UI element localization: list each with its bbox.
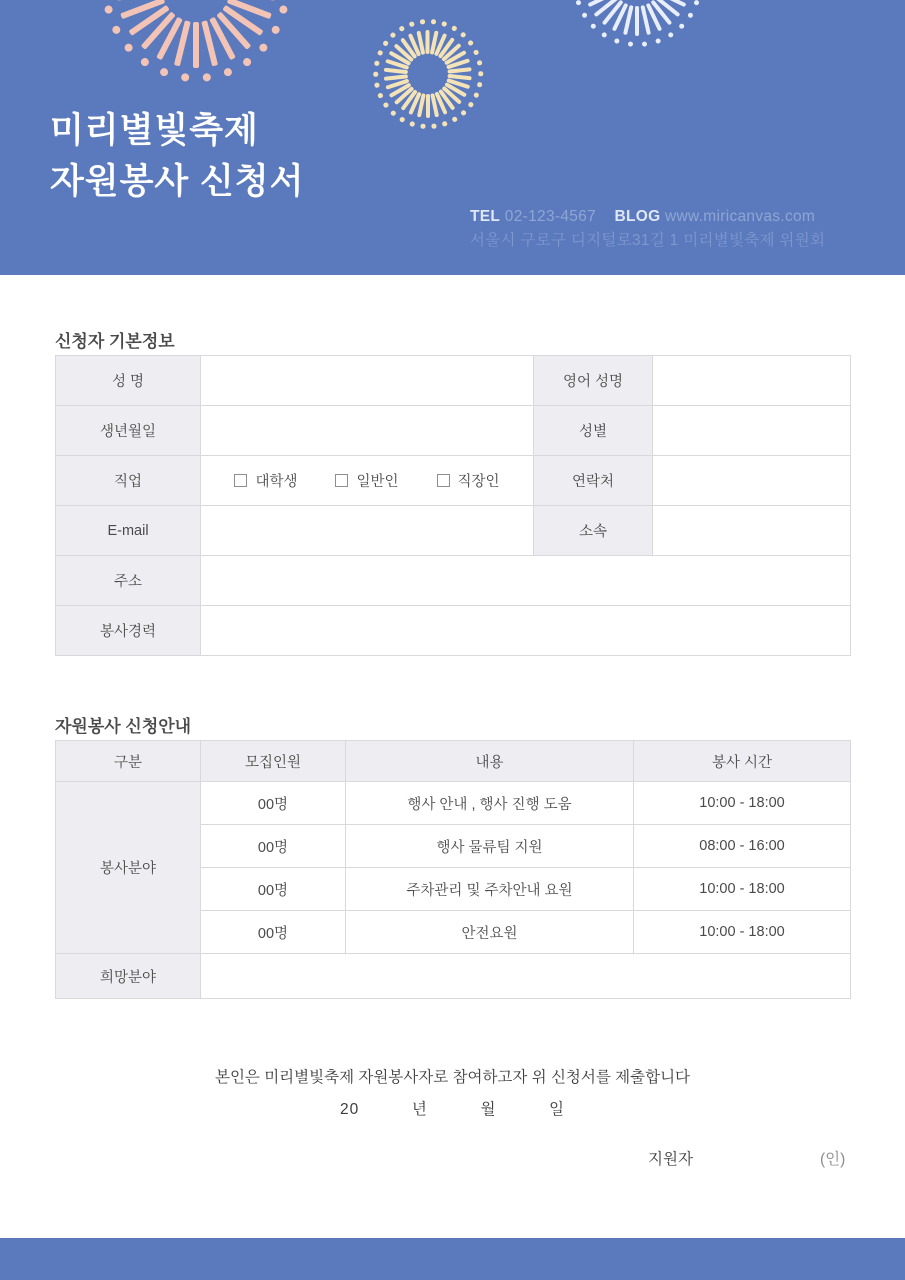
date-day-label: 일 bbox=[549, 1101, 566, 1118]
checkbox-label: 대학생 bbox=[255, 474, 298, 490]
field-input-phone[interactable] bbox=[653, 456, 851, 506]
cell-recruit-count: 00명 bbox=[201, 911, 346, 954]
field-input-name[interactable] bbox=[201, 356, 534, 406]
volunteer-guide-table bbox=[55, 740, 851, 999]
field-label-job: 직업 bbox=[56, 456, 201, 506]
field-label-address: 주소 bbox=[56, 556, 201, 606]
table-row bbox=[56, 556, 851, 606]
field-label-birthdate: 생년월일 bbox=[56, 406, 201, 456]
form-body bbox=[0, 275, 905, 1215]
contact-line bbox=[470, 205, 890, 228]
table-header-row bbox=[56, 741, 851, 782]
field-label-affiliation: 소속 bbox=[534, 506, 653, 556]
field-label-name: 성 명 bbox=[56, 356, 201, 406]
table-row bbox=[56, 782, 851, 825]
applicant-label: 지원자 bbox=[648, 1151, 693, 1168]
date-year-prefix: 20 bbox=[339, 1101, 360, 1118]
title-line-2: 자원봉사 신청서 bbox=[50, 162, 305, 202]
field-input-volunteer-experience[interactable] bbox=[201, 606, 851, 656]
job-checkbox-group bbox=[201, 470, 533, 491]
field-label-email: E-mail bbox=[56, 506, 201, 556]
section-title-basic-info: 신청자 기본정보 bbox=[55, 332, 175, 351]
field-label-preferred-field: 희망분야 bbox=[56, 954, 201, 999]
cell-content: 안전요원 bbox=[346, 911, 634, 954]
field-label-gender: 성별 bbox=[534, 406, 653, 456]
checkbox-label: 일반인 bbox=[356, 474, 399, 490]
checkbox-option-worker[interactable] bbox=[437, 470, 500, 491]
cell-service-time: 10:00 - 18:00 bbox=[634, 782, 851, 825]
cell-service-time: 10:00 - 18:00 bbox=[634, 868, 851, 911]
field-label-english-name: 영어 성명 bbox=[534, 356, 653, 406]
field-input-job[interactable] bbox=[201, 456, 534, 506]
page-title bbox=[50, 105, 304, 207]
field-input-affiliation[interactable] bbox=[653, 506, 851, 556]
field-input-address[interactable] bbox=[201, 556, 851, 606]
cell-recruit-count: 00명 bbox=[201, 782, 346, 825]
field-input-gender[interactable] bbox=[653, 406, 851, 456]
field-input-email[interactable] bbox=[201, 506, 534, 556]
table-row bbox=[56, 954, 851, 999]
field-label-volunteer-experience: 봉사경력 bbox=[56, 606, 201, 656]
checkbox-option-general[interactable] bbox=[335, 470, 398, 491]
field-input-birthdate[interactable] bbox=[201, 406, 534, 456]
cell-content: 행사 안내 , 행사 진행 도움 bbox=[346, 782, 634, 825]
table-row bbox=[56, 406, 851, 456]
column-header-recruit-count: 모집인원 bbox=[201, 741, 346, 782]
basic-info-table bbox=[55, 355, 851, 656]
field-label-phone: 연락처 bbox=[534, 456, 653, 506]
seal-label: (인) bbox=[820, 1151, 846, 1168]
table-row bbox=[56, 606, 851, 656]
checkbox-icon[interactable] bbox=[437, 474, 450, 487]
table-row bbox=[56, 506, 851, 556]
title-line-1: 미리별빛축제 bbox=[50, 111, 259, 150]
checkbox-icon[interactable] bbox=[234, 474, 247, 487]
table-row bbox=[56, 356, 851, 406]
column-header-category: 구분 bbox=[56, 741, 201, 782]
cell-recruit-count: 00명 bbox=[201, 868, 346, 911]
date-line bbox=[0, 1097, 905, 1119]
blog-label: BLOG bbox=[614, 208, 661, 225]
section-title-volunteer-guide: 자원봉사 신청안내 bbox=[55, 717, 192, 736]
checkbox-label: 직장인 bbox=[457, 474, 500, 490]
cell-content: 주차관리 및 주차안내 요원 bbox=[346, 868, 634, 911]
group-label-volunteer-field: 봉사분야 bbox=[56, 782, 201, 954]
cell-recruit-count: 00명 bbox=[201, 825, 346, 868]
date-month-label: 월 bbox=[480, 1101, 497, 1118]
tel-value: 02-123-4567 bbox=[504, 208, 597, 225]
field-input-preferred-field[interactable] bbox=[201, 954, 851, 999]
cell-service-time: 08:00 - 16:00 bbox=[634, 825, 851, 868]
checkbox-option-university-student[interactable] bbox=[234, 470, 297, 491]
blog-value: www.miricanvas.com bbox=[665, 208, 816, 225]
header-contact-block bbox=[470, 205, 890, 253]
checkbox-icon[interactable] bbox=[335, 474, 348, 487]
cell-content: 행사 물류팀 지원 bbox=[346, 825, 634, 868]
submission-statement: 본인은 미리별빛축제 자원봉사자로 참여하고자 위 신청서를 제출합니다 bbox=[214, 1069, 691, 1086]
address-line: 서울시 구로구 디지털로31길 1 미리별빛축제 위원회 bbox=[470, 232, 826, 250]
column-header-service-time: 봉사 시간 bbox=[634, 741, 851, 782]
date-year-label: 년 bbox=[411, 1101, 428, 1118]
page-header bbox=[0, 0, 905, 275]
field-input-english-name[interactable] bbox=[653, 356, 851, 406]
cell-service-time: 10:00 - 18:00 bbox=[634, 911, 851, 954]
table-row bbox=[56, 456, 851, 506]
tel-label: TEL bbox=[470, 208, 501, 225]
footer-bar bbox=[0, 1238, 905, 1280]
column-header-content: 내용 bbox=[346, 741, 634, 782]
